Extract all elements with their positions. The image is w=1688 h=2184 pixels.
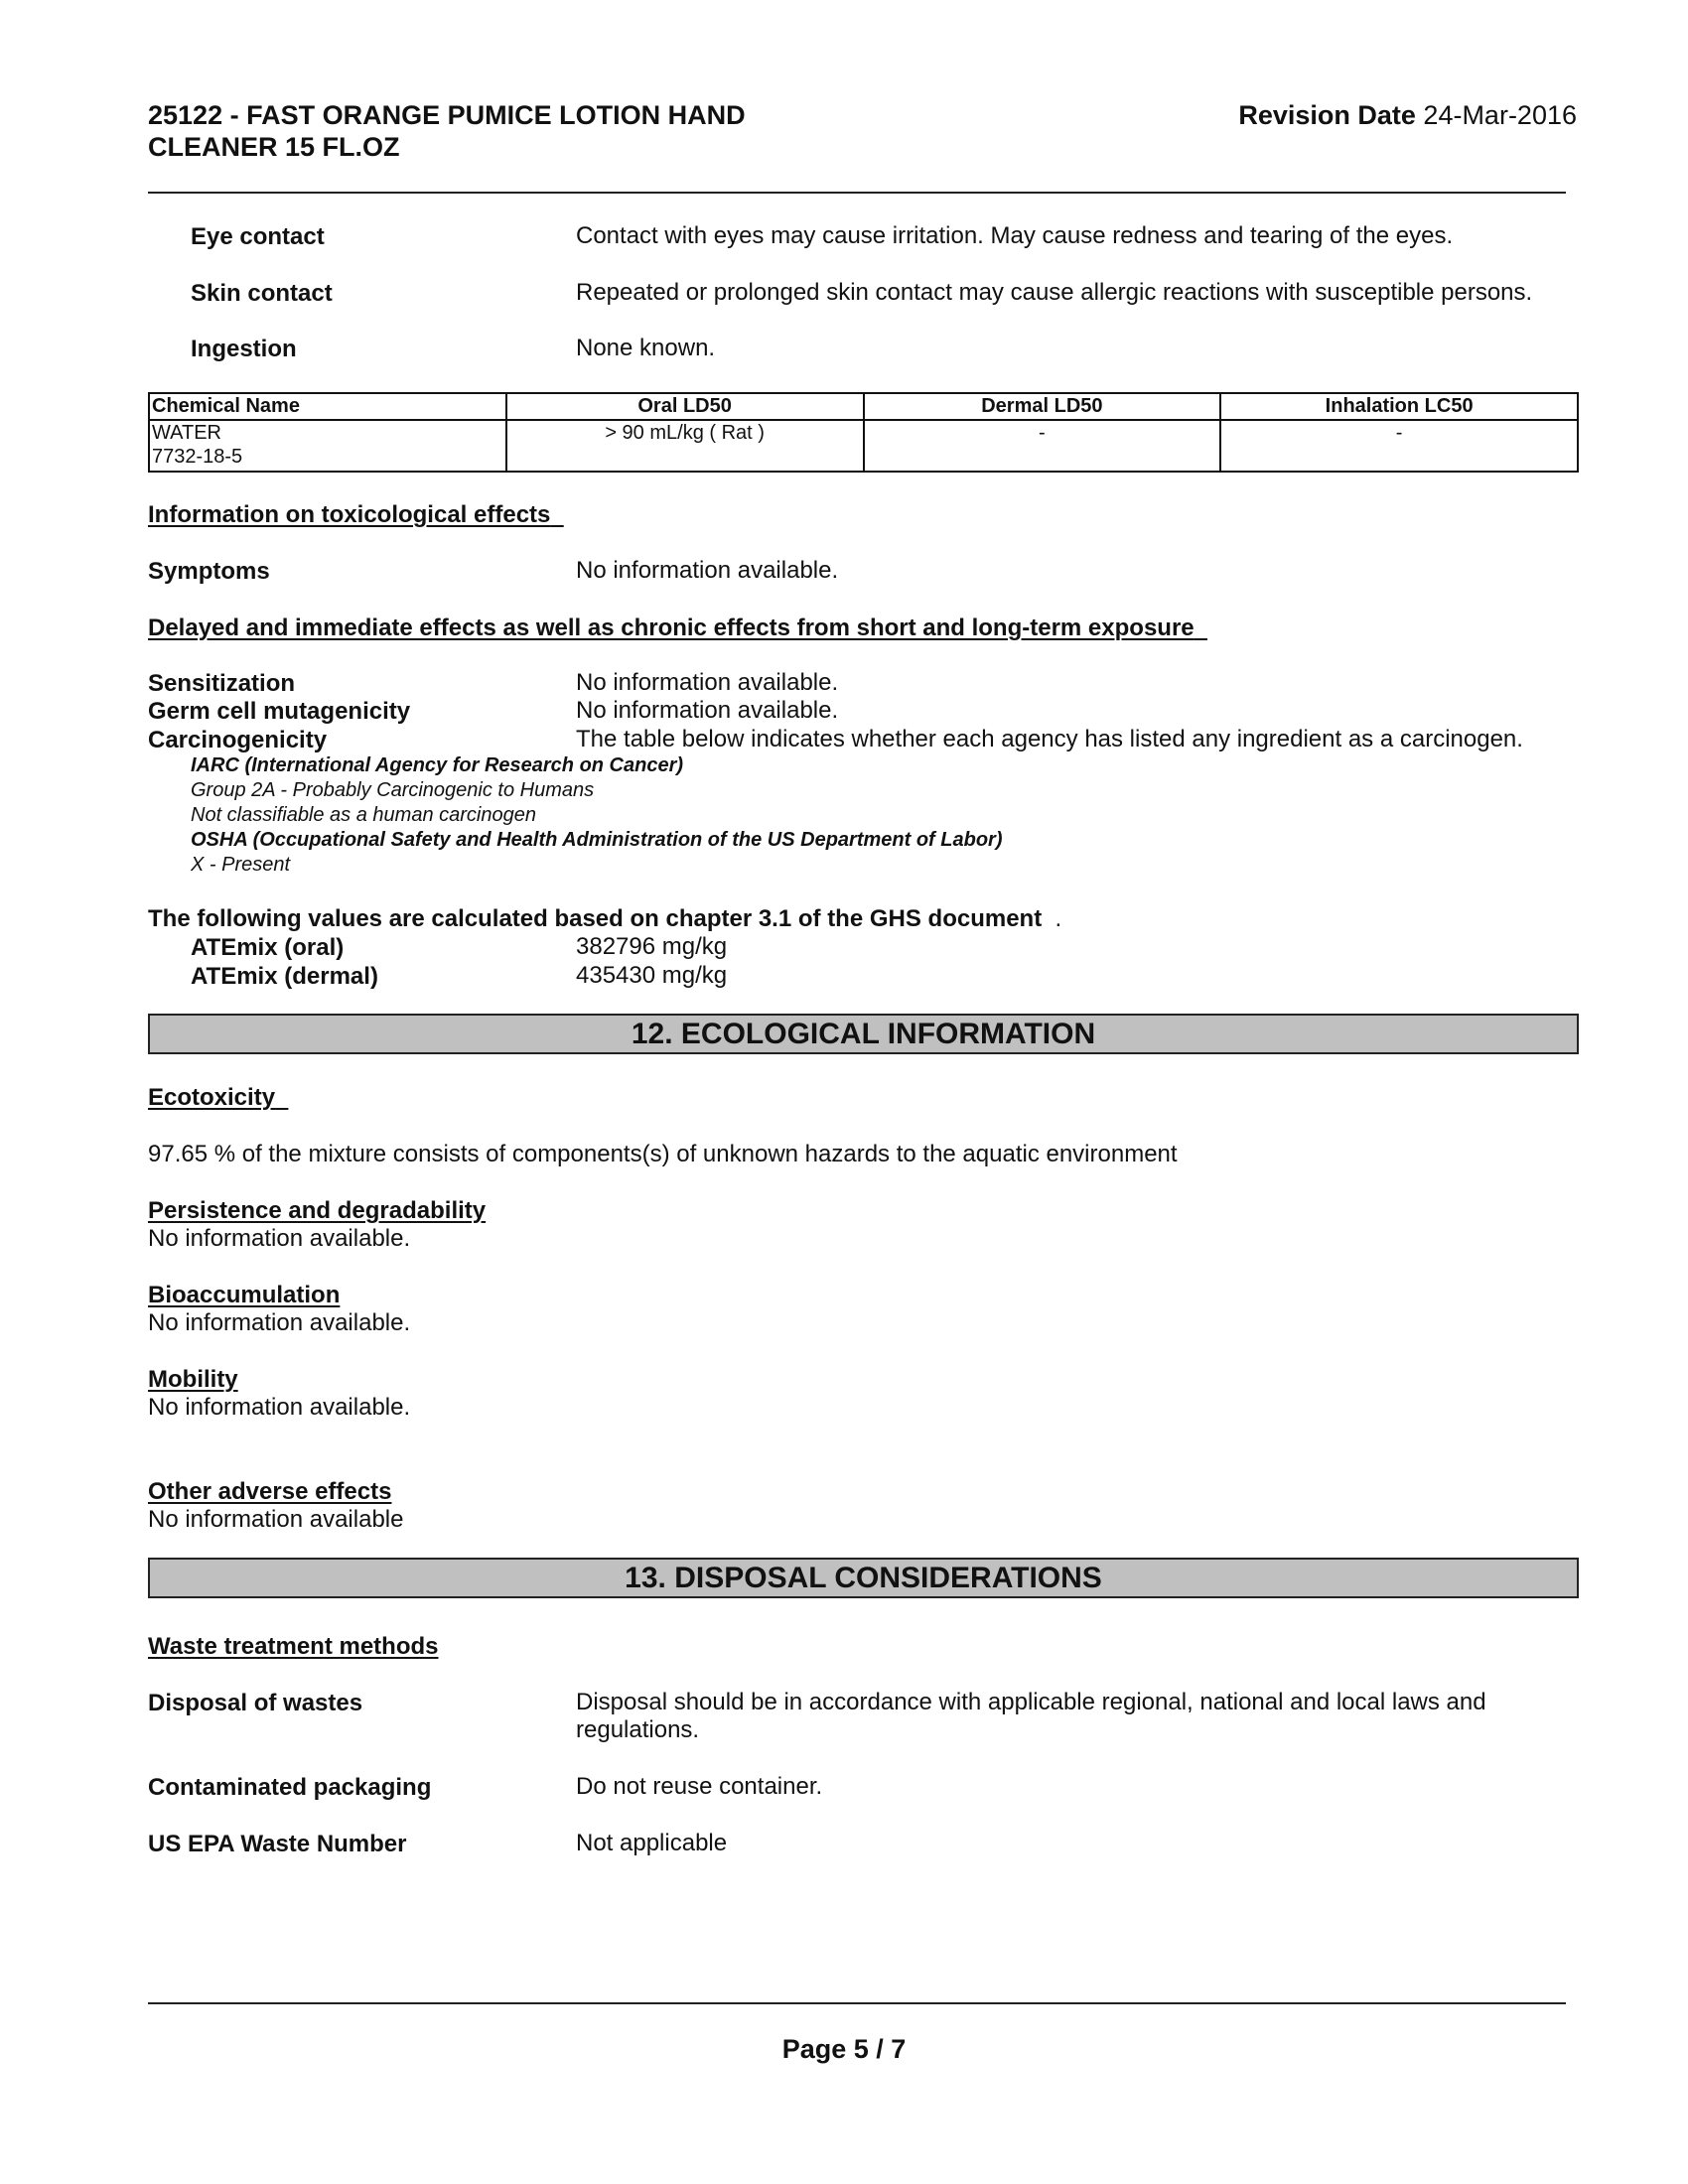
bioaccumulation-text: No information available.: [148, 1309, 411, 1336]
atemix-oral-value: 382796 mg/kg: [576, 933, 728, 960]
header-divider: [148, 192, 1566, 194]
cas-number: 7732-18-5: [152, 446, 243, 468]
tox-info-heading: Information on toxicological effects: [148, 501, 551, 528]
germ-cell-label: Germ cell mutagenicity: [148, 698, 411, 725]
atemix-intro: The following values are calculated based on chapter 3.1 of the GHS document .: [148, 905, 1062, 932]
cell-dermal: -: [864, 420, 1221, 472]
other-adverse-text: No information available: [148, 1506, 404, 1533]
epa-waste-label: US EPA Waste Number: [148, 1831, 407, 1857]
delayed-effects-heading: Delayed and immediate effects as well as chronic effects from short and long-term exposure: [148, 614, 1195, 641]
ecotoxicity-heading: Ecotoxicity: [148, 1084, 276, 1111]
ingestion-value: None known.: [576, 335, 716, 361]
skin-contact-value: Repeated or prolonged skin contact may cause allergic reactions with susceptible persons.: [576, 279, 1533, 306]
footer-divider: [148, 2002, 1566, 2004]
iarc-group: Group 2A - Probably Carcinogenic to Humans: [191, 779, 595, 801]
ecotoxicity-text: 97.65 % of the mixture consists of components(s) of unknown hazards to the aquatic environment: [148, 1141, 1178, 1167]
skin-contact-label: Skin contact: [191, 280, 333, 307]
ingestion-label: Ingestion: [191, 336, 297, 362]
table-row: [149, 420, 1578, 472]
section-13-banner: 13. DISPOSAL CONSIDERATIONS: [148, 1558, 1579, 1598]
other-adverse-heading: Other adverse effects: [148, 1478, 392, 1505]
col-dermal-ld50: Dermal LD50: [864, 393, 1221, 420]
iarc-title: IARC (International Agency for Research on Cancer): [191, 754, 684, 776]
mobility-heading: Mobility: [148, 1366, 238, 1393]
atemix-oral-label: ATEmix (oral): [191, 934, 345, 961]
mobility-text: No information available.: [148, 1394, 411, 1421]
waste-treatment-heading: Waste treatment methods: [148, 1633, 439, 1660]
packaging-label: Contaminated packaging: [148, 1774, 432, 1801]
osha-title: OSHA (Occupational Safety and Health Administration of the US Department of Labor): [191, 829, 1003, 851]
germ-cell-value: No information available.: [576, 697, 839, 724]
iarc-not-classifiable: Not classifiable as a human carcinogen: [191, 804, 536, 826]
disposal-value-line1: Disposal should be in accordance with applicable regional, national and local laws and: [576, 1689, 1486, 1715]
disposal-value-line2: regulations.: [576, 1716, 700, 1743]
toxicity-table: [148, 392, 1579, 473]
packaging-value: Do not reuse container.: [576, 1773, 823, 1800]
eye-contact-label: Eye contact: [191, 223, 325, 250]
disposal-label: Disposal of wastes: [148, 1690, 363, 1716]
chemical-name: WATER: [152, 422, 221, 444]
symptoms-value: No information available.: [576, 557, 839, 584]
product-title-line1: 25122 - FAST ORANGE PUMICE LOTION HAND: [148, 100, 746, 130]
persistence-heading: Persistence and degradability: [148, 1197, 487, 1224]
carcinogenicity-label: Carcinogenicity: [148, 727, 328, 753]
atemix-dermal-label: ATEmix (dermal): [191, 963, 378, 990]
carcinogenicity-value: The table below indicates whether each agency has listed any ingredient as a carcinogen.: [576, 726, 1523, 752]
cell-chemical: [149, 420, 506, 472]
cell-inhalation: -: [1220, 420, 1578, 472]
page-number: Page 5 / 7: [781, 2034, 907, 2064]
revision-label: Revision Date: [1238, 100, 1416, 130]
persistence-text: No information available.: [148, 1225, 411, 1252]
table-header-row: [149, 393, 1578, 420]
osha-present: X - Present: [191, 854, 291, 876]
epa-waste-value: Not applicable: [576, 1830, 728, 1856]
col-chemical-name: Chemical Name: [149, 393, 506, 420]
revision-date: 24-Mar-2016: [1423, 100, 1577, 130]
section-12-banner: 12. ECOLOGICAL INFORMATION: [148, 1014, 1579, 1054]
sensitization-value: No information available.: [576, 669, 839, 696]
eye-contact-value: Contact with eyes may cause irritation. May cause redness and tearing of the eyes.: [576, 222, 1454, 249]
symptoms-label: Symptoms: [148, 558, 270, 585]
revision-block: [1238, 99, 1577, 131]
col-inhalation-lc50: Inhalation LC50: [1220, 393, 1578, 420]
product-title-line2: CLEANER 15 FL.OZ: [148, 132, 400, 162]
atemix-dermal-value: 435430 mg/kg: [576, 962, 728, 989]
bioaccumulation-heading: Bioaccumulation: [148, 1282, 341, 1308]
cell-oral: > 90 mL/kg ( Rat ): [506, 420, 864, 472]
sensitization-label: Sensitization: [148, 670, 296, 697]
col-oral-ld50: Oral LD50: [506, 393, 864, 420]
